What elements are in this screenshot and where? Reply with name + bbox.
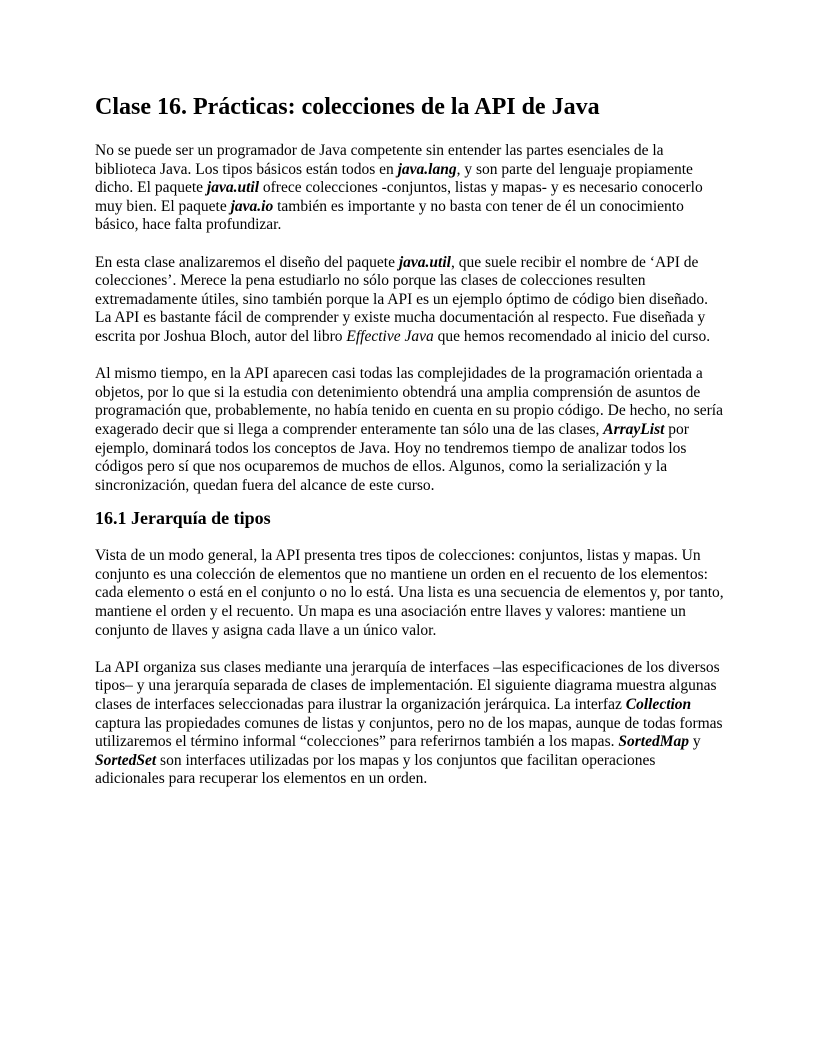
code-term-java-util: java.util: [206, 179, 260, 197]
intro-paragraph: [95, 142, 725, 235]
code-term-sortedmap: SortedMap: [618, 733, 689, 751]
text-run: , que suele recibir el nombre de ‘API de colecciones’. Merece la pena estudiarlo no sólo porque las clases de colecciones resulten extremadamente útiles, sino también porque la API es un ejemplo óptimo de código bien diseñado. La API es bastante fácil de comprender y existe mucha documentación al respecto. Fue diseñada y escrita por Joshua Bloch, autor del libro: [95, 253, 708, 345]
code-term-collection: Collection: [625, 696, 692, 714]
text-run: La API organiza sus clases mediante una jerarquía de interfaces –las especificaciones de los diversos tipos– y una jerarquía separada de clases de implementación. El siguiente diagrama muestra algunas clases de interfaces seleccionadas para ilustrar la organización jerárquica. La interfaz: [95, 658, 720, 714]
text-run: y: [688, 733, 701, 751]
text-run: No se puede ser un programador de Java competente sin entender las partes esenciales de la biblioteca Java. Los tipos básicos están todos en: [95, 142, 664, 178]
code-term-sortedset: SortedSet: [95, 751, 157, 769]
complexity-paragraph: [95, 365, 725, 495]
code-term-arraylist: ArrayList: [603, 420, 665, 438]
text-run: son interfaces utilizadas por los mapas y los conjuntos que facilitan operaciones adicionales para recuperar los elementos en un orden.: [95, 751, 656, 788]
text-run: En esta clase analizaremos el diseño del paquete: [95, 253, 399, 271]
text-run: , y son parte del lenguaje propiamente dicho. El paquete: [95, 160, 693, 197]
code-term-java-lang: java.lang: [397, 160, 457, 178]
text-run: por ejemplo, dominará todos los conceptos de Java. Hoy no tendremos tiempo de analizar todos los códigos pero sí que nos ocuparemos de muchos de ellos. Algunos, como la serialización y la sincronización, quedan fuera del alcance de este curso.: [95, 420, 689, 494]
text-run: Al mismo tiempo, en la API aparecen casi todas las complejidades de la programación orientada a objetos, por lo que si la estudia con detenimiento obtendrá una amplia comprensión de asuntos de programación que, probablemente, no había tenido en cuenta en su propio código. De hecho, no sería exagerado decir que si llega a comprender enteramente tan sólo una de las clases,: [95, 365, 723, 438]
hierarchy-paragraph: [95, 659, 725, 789]
text-run: ofrece colecciones -conjuntos, listas y mapas- y es necesario conocerlo muy bien. El paquete: [95, 179, 703, 215]
code-term-java-util: java.util: [398, 253, 451, 271]
analysis-paragraph: [95, 254, 725, 347]
text-run: también es importante y no basta con tener de él un conocimiento básico, hace falta profundizar.: [95, 197, 684, 234]
section-heading: 16.1 Jerarquía de tipos: [95, 508, 271, 529]
text-run: que hemos recomendado al inicio del curso.: [433, 327, 711, 345]
code-term-java-io: java.io: [230, 197, 274, 215]
text-run: captura las propiedades comunes de listas y conjuntos, pero no de los mapas, aunque de todas formas utilizaremos el término informal “colecciones” para referirnos también a los mapas.: [95, 714, 723, 751]
page-title: Clase 16. Prácticas: colecciones de la API de Java: [95, 94, 600, 120]
collections-overview-paragraph: Vista de un modo general, la API presenta tres tipos de colecciones: conjuntos, listas y mapas. Un conjunto es una colección de elementos que no mantiene un orden en el recuento de los elementos: cada elemento o está en el conjunto o no lo está. Una lista es una secuencia de elementos y, por tanto, mantiene el orden y el recuento. Un mapa es una asociación entre llaves y valores: mantiene un conjunto de llaves y asigna cada llave a un único valor.: [95, 547, 724, 639]
book-title: Effective Java: [346, 327, 434, 345]
document-page: [95, 92, 725, 789]
